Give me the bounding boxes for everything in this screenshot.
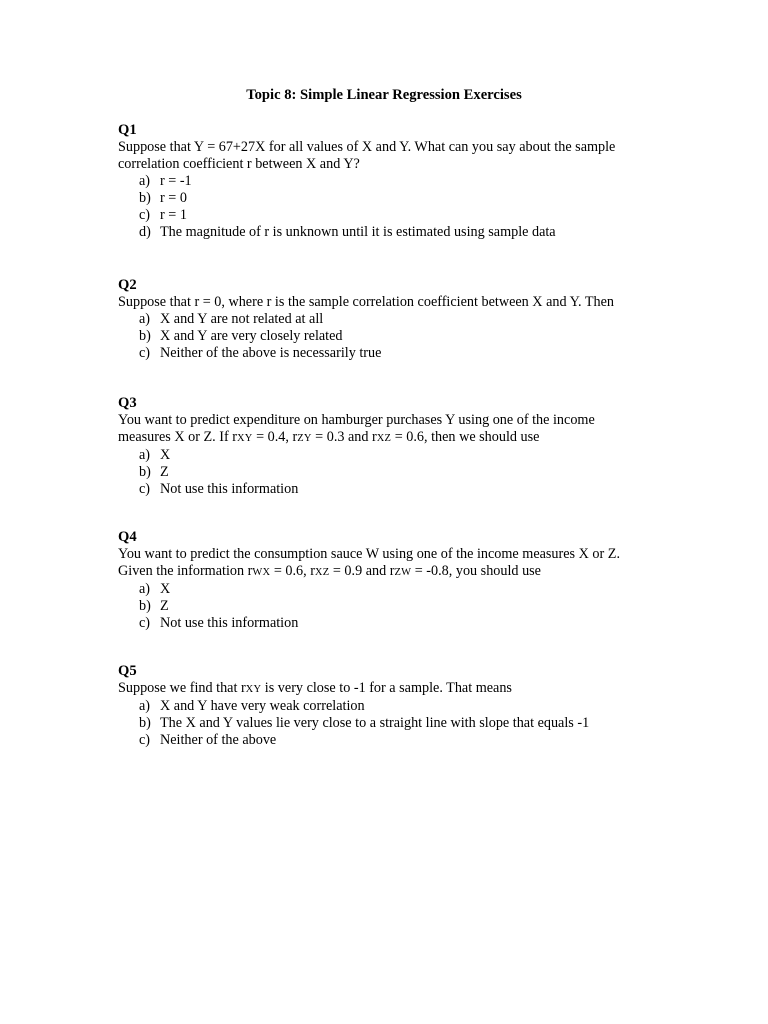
option-text: Not use this information bbox=[160, 481, 299, 497]
option-a bbox=[118, 581, 638, 598]
option-letter: b) bbox=[139, 464, 151, 480]
option-letter: a) bbox=[139, 311, 151, 327]
subscript: ZY bbox=[297, 433, 312, 444]
option-c bbox=[118, 345, 638, 362]
answer-options bbox=[118, 173, 638, 241]
question-1 bbox=[118, 121, 638, 241]
option-a bbox=[118, 311, 638, 328]
question-text-line bbox=[118, 429, 638, 447]
text-segment: = 0.4, r bbox=[252, 429, 298, 445]
question-2 bbox=[118, 276, 638, 362]
question-text-line: correlation coefficient r between X and Y? bbox=[118, 156, 360, 172]
answer-options bbox=[118, 581, 638, 632]
option-text: X bbox=[160, 447, 171, 463]
subscript: XY bbox=[245, 684, 262, 695]
option-letter: a) bbox=[139, 698, 151, 714]
option-c bbox=[118, 481, 638, 498]
option-letter: c) bbox=[139, 481, 151, 497]
subscript: ZW bbox=[394, 567, 412, 578]
question-text-line bbox=[118, 563, 638, 581]
text-segment: = 0.9 and r bbox=[329, 563, 395, 579]
option-text: r = 0 bbox=[160, 190, 187, 206]
text-segment: measures X or Z. If r bbox=[118, 429, 237, 445]
text-segment: Suppose we find that r bbox=[118, 680, 246, 696]
subscript: XZ bbox=[376, 433, 392, 444]
option-text: r = 1 bbox=[160, 207, 187, 223]
text-segment: Given the information r bbox=[118, 563, 253, 579]
subscript: WX bbox=[252, 567, 271, 578]
question-label: Q1 bbox=[118, 122, 137, 138]
question-label: Q3 bbox=[118, 395, 137, 411]
question-text-line: Suppose that r = 0, where r is the sample correlation coefficient between X and Y. Then bbox=[118, 294, 615, 310]
option-text: X and Y have very weak correlation bbox=[160, 698, 365, 714]
option-letter: c) bbox=[139, 345, 151, 361]
option-c bbox=[118, 207, 638, 224]
question-label: Q4 bbox=[118, 529, 137, 545]
option-text: X and Y are not related at all bbox=[160, 311, 324, 327]
option-text: The magnitude of r is unknown until it is estimated using sample data bbox=[160, 224, 556, 240]
option-text: The X and Y values lie very close to a straight line with slope that equals -1 bbox=[160, 715, 590, 731]
option-letter: c) bbox=[139, 732, 151, 748]
text-segment: = 0.3 and r bbox=[311, 429, 377, 445]
option-letter: b) bbox=[139, 190, 151, 206]
text-segment: is very close to -1 for a sample. That means bbox=[261, 680, 512, 696]
option-text: Neither of the above is necessarily true bbox=[160, 345, 382, 361]
question-3 bbox=[118, 394, 638, 498]
option-letter: a) bbox=[139, 447, 151, 463]
option-letter: b) bbox=[139, 328, 151, 344]
answer-options bbox=[118, 698, 638, 749]
option-text: X and Y are very closely related bbox=[160, 328, 343, 344]
option-text: Not use this information bbox=[160, 615, 299, 631]
option-b bbox=[118, 715, 638, 732]
option-b bbox=[118, 464, 638, 481]
option-text: r = -1 bbox=[160, 173, 192, 189]
subscript: XZ bbox=[314, 567, 330, 578]
text-segment: = -0.8, you should use bbox=[411, 563, 541, 579]
option-a bbox=[118, 698, 638, 715]
question-text-line: You want to predict expenditure on hamburger purchases Y using one of the income bbox=[118, 412, 595, 428]
option-c bbox=[118, 615, 638, 632]
option-letter: b) bbox=[139, 598, 151, 614]
option-letter: a) bbox=[139, 173, 151, 189]
question-text-line bbox=[118, 680, 638, 698]
subscript: XY bbox=[236, 433, 253, 444]
option-letter: a) bbox=[139, 581, 151, 597]
option-letter: c) bbox=[139, 615, 151, 631]
option-a bbox=[118, 173, 638, 190]
option-letter: b) bbox=[139, 715, 151, 731]
option-a bbox=[118, 447, 638, 464]
answer-options bbox=[118, 447, 638, 498]
question-text-line: Suppose that Y = 67+27X for all values of X and Y. What can you say about the sample bbox=[118, 139, 616, 155]
text-segment: = 0.6, then we should use bbox=[391, 429, 540, 445]
option-b bbox=[118, 328, 638, 345]
option-c bbox=[118, 732, 638, 749]
option-letter: d) bbox=[139, 224, 151, 240]
option-b bbox=[118, 598, 638, 615]
question-text-line: You want to predict the consumption sauce W using one of the income measures X or Z. bbox=[118, 546, 620, 562]
option-text: X bbox=[160, 581, 171, 597]
option-d bbox=[118, 224, 638, 241]
text-segment: = 0.6, r bbox=[270, 563, 315, 579]
option-text: Neither of the above bbox=[160, 732, 277, 748]
question-label: Q5 bbox=[118, 663, 137, 679]
option-letter: c) bbox=[139, 207, 151, 223]
answer-options bbox=[118, 311, 638, 362]
question-label: Q2 bbox=[118, 277, 137, 293]
option-text: Z bbox=[160, 598, 169, 614]
document-title: Topic 8: Simple Linear Regression Exercises bbox=[246, 87, 522, 103]
option-b bbox=[118, 190, 638, 207]
question-4 bbox=[118, 528, 638, 632]
option-text: Z bbox=[160, 464, 169, 480]
question-5 bbox=[118, 662, 638, 749]
